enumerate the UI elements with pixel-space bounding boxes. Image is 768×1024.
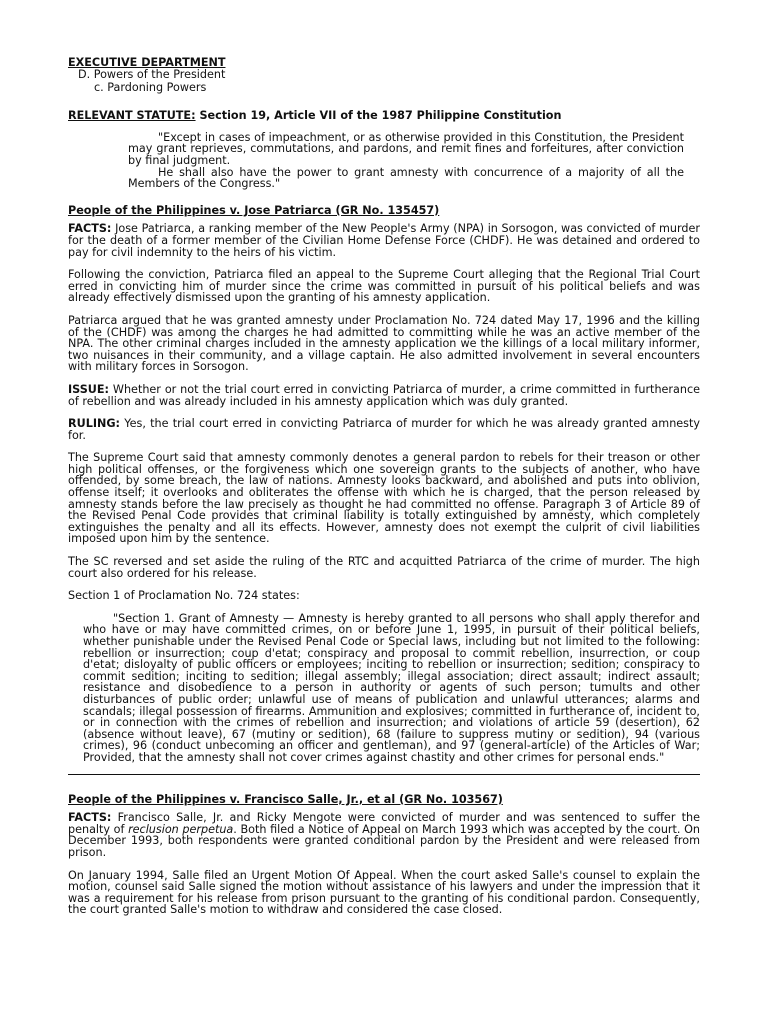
case-1-issue-text: Whether or not the trial court erred in convicting Patriarca of murder, a crime committed in furtherance of rebellion and was already included in his amnesty application which was duly granted. bbox=[68, 382, 700, 408]
case-2-facts-text-b: . Both filed a Notice of Appeal on March 1993 which was accepted by the court. On December 1993, both respondents were granted conditional pardon by the President and were released from prison. bbox=[68, 822, 700, 859]
statute-quote-paragraph-2: He shall also have the power to grant amnesty with concurrence of a majority of all the Members of the Congress." bbox=[128, 165, 684, 191]
case-1-paragraph-6: Section 1 of Proclamation No. 724 states: bbox=[68, 589, 300, 603]
proclamation-quote: "Section 1. Grant of Amnesty — Amnesty is hereby granted to all persons who shall apply therefor and who have or may have committed crimes, on or before June 1, 1995, in pursuit of their political beliefs, whether punishable under the Revised Penal Code or Special laws, including but not limited to the following: rebellion or insurrection; coup d'etat; conspiracy and proposal to commit rebellion, insurrection, or coup d'etat; disloyalty of public officers or employees; inciting to rebellion or insurrection; sedition; conspiracy to commit sedition; inciting to sedition; illegal assembly; illegal association; direct assault; indirect assault; resistance and disobedience to a person in authority or agents of such person; tumults and other disturbances of public order; unlawful use of means of publication and unlawful utterances; alarms and scandals; illegal possession of firearms. Ammunition and explosives; committed in furtherance of, incident to, or in connection with the crimes of rebellion and insurrection; and violations of article 59 (desertion), 62 (absence without leave), 67 (mutiny or sedition), 68 (failure to suppress mutiny or sedition), 94 (various crimes), 96 (conduct unbecoming an officer and gentleman), and 97 (general-article) of the Articles of War; Provided, that the amnesty shall not cover crimes against chastity and other crimes for personal ends." bbox=[83, 611, 700, 764]
section-heading: D. Powers of the President bbox=[78, 68, 226, 82]
case-1-facts-label: FACTS: bbox=[68, 222, 112, 236]
case-1-ruling-label: RULING: bbox=[68, 417, 121, 431]
case-2-paragraph-2: On January 1994, Salle filed an Urgent Motion Of Appeal. When the court asked Salle's counsel to explain the motion, counsel said Salle signed the motion without assistance of his lawyers and under the impression that it was a requirement for his release from prison pursuant to the granting of his conditional pardon. Consequently, the court granted Salle's motion to withdraw and considered the case closed. bbox=[68, 868, 700, 917]
case-2-facts bbox=[68, 812, 700, 858]
case-1-issue-label: ISSUE: bbox=[68, 382, 109, 396]
statute-quote-paragraph-1: "Except in cases of impeachment, or as otherwise provided in this Constitution, the President may grant reprieves, commutations, and pardons, and remit fines and forfeitures, after conviction by final judgment. bbox=[128, 130, 684, 167]
document-page bbox=[68, 57, 700, 927]
case-1-paragraph-3: Patriarca argued that he was granted amnesty under Proclamation No. 724 dated May 17, 1996 and the killing of the (CHDF) was among the charges he had admitted to committing while he was an active member of the NPA. The other criminal charges included in the amnesty application we the killings of a local military informer, two nuisances in their community, and a village captain. He also admitted involvement in several encounters with military forces in Sorsogon. bbox=[68, 313, 700, 374]
case-1-paragraph-2: Following the conviction, Patriarca filed an appeal to the Supreme Court alleging that the Regional Trial Court erred in convicting him of murder since the crime was committed in pursuit of his political beliefs and was already effectively dismissed upon the granting of his amnesty application. bbox=[68, 268, 700, 305]
case-2-facts-italic: reclusion perpetua bbox=[128, 822, 234, 836]
relevant-statute bbox=[68, 110, 700, 122]
case-1-issue bbox=[68, 384, 700, 407]
section-divider bbox=[68, 774, 700, 775]
case-1-paragraph-4: The Supreme Court said that amnesty commonly denotes a general pardon to rebels for their treason or other high political offenses, or the forgiveness which one sovereign grants to the subjects of another, who have offended, by some breach, the law of nations. Amnesty looks backward, and abolished and puts into oblivion, offense itself; it overlooks and obliterates the offense with which he is charged, that the person released by amnesty stands before the law precisely as thought he had committed no offense. Paragraph 3 of Article 89 of the Revised Penal Code provides that criminal liability is totally extinguished by amnesty, which completely extinguishes the penalty and all its effects. However, amnesty does not exempt the culprit of civil liabilities imposed upon him by the sentence. bbox=[68, 451, 700, 546]
document-heading bbox=[68, 57, 700, 94]
case-2-title: People of the Philippines v. Francisco Salle, Jr., et al (GR No. 103567) bbox=[68, 792, 503, 806]
statute-title: Section 19, Article VII of the 1987 Philippine Constitution bbox=[195, 109, 562, 123]
case-1-title: People of the Philippines v. Jose Patriarca (GR No. 135457) bbox=[68, 203, 440, 217]
case-1-ruling-text: Yes, the trial court erred in convicting Patriarca of murder for which he was already granted amnesty for. bbox=[68, 417, 700, 442]
statute-label: RELEVANT STATUTE: bbox=[68, 109, 196, 123]
department-heading: EXECUTIVE DEPARTMENT bbox=[68, 56, 226, 69]
case-2-facts-label: FACTS: bbox=[68, 811, 112, 825]
case-2-facts-text-a: Francisco Salle, Jr. and Ricky Mengote were convicted of murder and was sentenced to suffer the penalty of bbox=[68, 811, 700, 836]
statute-quote bbox=[128, 132, 684, 190]
case-1-facts bbox=[68, 223, 700, 258]
case-1-ruling bbox=[68, 418, 700, 441]
case-1-facts-text: Jose Patriarca, a ranking member of the New People's Army (NPA) in Sorsogon, was convicted of murder for the death of a former member of the Civilian Home Defense Force (CHDF). He was detained and ordered to pay for civil indemnity to the heirs of his victim. bbox=[68, 222, 700, 259]
subsection-heading: c. Pardoning Powers bbox=[94, 80, 207, 94]
case-1-paragraph-5: The SC reversed and set aside the ruling of the RTC and acquitted Patriarca of the crime of murder. The high court also ordered for his release. bbox=[68, 555, 700, 580]
